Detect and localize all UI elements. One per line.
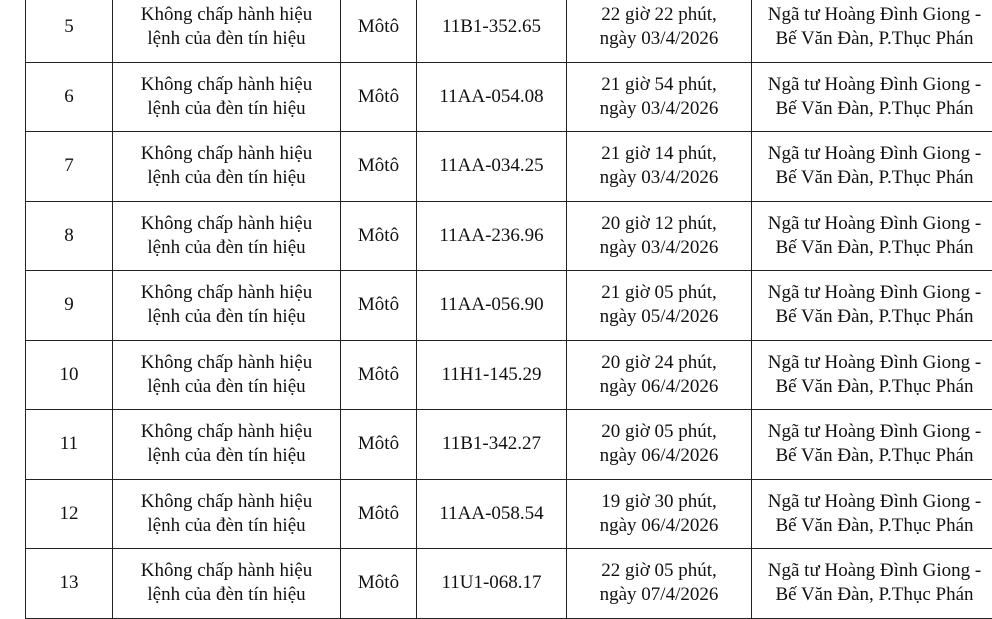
violations-table-body	[26, 0, 992, 618]
license-plate-cell	[417, 340, 567, 410]
table-row	[26, 201, 992, 271]
row-number-cell	[26, 62, 113, 132]
vehicle-type-cell	[341, 549, 417, 619]
location-line: Bế Văn Đàn, P.Thục Phán	[752, 375, 992, 399]
location-line: Ngã tư Hoàng Đình Giong -	[752, 351, 992, 375]
violation-cell	[113, 549, 341, 619]
violation-time-cell	[567, 479, 752, 549]
row-number-cell	[26, 479, 113, 549]
violation-time-line: 21 giờ 05 phút,	[567, 281, 751, 305]
location-line: Ngã tư Hoàng Đình Giong -	[752, 420, 992, 444]
violation-cell	[113, 340, 341, 410]
vehicle-type-cell	[341, 201, 417, 271]
violation-text-line: lệnh của đèn tín hiệu	[113, 375, 340, 399]
violation-text-line: Không chấp hành hiệu	[113, 351, 340, 375]
violation-text-line: Không chấp hành hiệu	[113, 420, 340, 444]
violation-date-line: ngày 06/4/2026	[567, 514, 751, 538]
violation-text-line: Không chấp hành hiệu	[113, 212, 340, 236]
violation-text-line: Không chấp hành hiệu	[113, 490, 340, 514]
license-plate: 11U1-068.17	[417, 571, 566, 595]
violation-text-line: Không chấp hành hiệu	[113, 559, 340, 583]
violation-date-line: ngày 03/4/2026	[567, 97, 751, 121]
violation-time-cell	[567, 0, 752, 62]
violation-date-line: ngày 07/4/2026	[567, 583, 751, 607]
location-line: Bế Văn Đàn, P.Thục Phán	[752, 444, 992, 468]
violation-text-line: Không chấp hành hiệu	[113, 281, 340, 305]
violation-date-line: ngày 06/4/2026	[567, 444, 751, 468]
table-row	[26, 479, 992, 549]
row-number-cell	[26, 271, 113, 341]
violation-text-line: Không chấp hành hiệu	[113, 3, 340, 27]
license-plate-cell	[417, 132, 567, 202]
violation-cell	[113, 410, 341, 480]
violation-time-line: 21 giờ 54 phút,	[567, 73, 751, 97]
license-plate-cell	[417, 479, 567, 549]
violation-text-line: lệnh của đèn tín hiệu	[113, 444, 340, 468]
location-line: Ngã tư Hoàng Đình Giong -	[752, 559, 992, 583]
vehicle-type-cell	[341, 62, 417, 132]
license-plate: 11AA-236.96	[417, 224, 566, 248]
vehicle-type: Môtô	[341, 363, 416, 387]
violation-cell	[113, 201, 341, 271]
table-row	[26, 271, 992, 341]
location-cell	[752, 62, 992, 132]
table-row	[26, 549, 992, 619]
violations-table	[25, 0, 992, 619]
location-line: Bế Văn Đàn, P.Thục Phán	[752, 166, 992, 190]
table-row	[26, 132, 992, 202]
violation-text-line: lệnh của đèn tín hiệu	[113, 166, 340, 190]
violation-date-line: ngày 03/4/2026	[567, 166, 751, 190]
violation-text-line: Không chấp hành hiệu	[113, 73, 340, 97]
row-number: 6	[26, 85, 112, 109]
license-plate: 11H1-145.29	[417, 363, 566, 387]
violation-time-line: 21 giờ 14 phút,	[567, 142, 751, 166]
location-cell	[752, 549, 992, 619]
violation-text-line: lệnh của đèn tín hiệu	[113, 236, 340, 260]
violation-cell	[113, 62, 341, 132]
license-plate: 11AA-058.54	[417, 502, 566, 526]
vehicle-type-cell	[341, 271, 417, 341]
violation-text-line: lệnh của đèn tín hiệu	[113, 514, 340, 538]
vehicle-type: Môtô	[341, 224, 416, 248]
location-line: Bế Văn Đàn, P.Thục Phán	[752, 305, 992, 329]
location-line: Bế Văn Đàn, P.Thục Phán	[752, 514, 992, 538]
license-plate-cell	[417, 410, 567, 480]
vehicle-type: Môtô	[341, 432, 416, 456]
location-line: Bế Văn Đàn, P.Thục Phán	[752, 97, 992, 121]
location-cell	[752, 479, 992, 549]
vehicle-type: Môtô	[341, 571, 416, 595]
row-number: 10	[26, 363, 112, 387]
license-plate-cell	[417, 62, 567, 132]
violation-time-line: 19 giờ 30 phút,	[567, 490, 751, 514]
location-line: Ngã tư Hoàng Đình Giong -	[752, 212, 992, 236]
row-number-cell	[26, 410, 113, 480]
violation-time-cell	[567, 340, 752, 410]
license-plate-cell	[417, 0, 567, 62]
vehicle-type-cell	[341, 0, 417, 62]
vehicle-type: Môtô	[341, 15, 416, 39]
violation-time-line: 20 giờ 12 phút,	[567, 212, 751, 236]
violation-time-line: 22 giờ 22 phút,	[567, 3, 751, 27]
vehicle-type: Môtô	[341, 502, 416, 526]
vehicle-type-cell	[341, 132, 417, 202]
vehicle-type-cell	[341, 340, 417, 410]
license-plate-cell	[417, 201, 567, 271]
location-cell	[752, 0, 992, 62]
row-number: 12	[26, 502, 112, 526]
violation-time-line: 20 giờ 05 phút,	[567, 420, 751, 444]
violation-time-cell	[567, 410, 752, 480]
location-line: Bế Văn Đàn, P.Thục Phán	[752, 583, 992, 607]
table-row	[26, 340, 992, 410]
location-cell	[752, 201, 992, 271]
vehicle-type: Môtô	[341, 154, 416, 178]
location-line: Ngã tư Hoàng Đình Giong -	[752, 142, 992, 166]
violation-text-line: lệnh của đèn tín hiệu	[113, 27, 340, 51]
violation-time-line: 22 giờ 05 phút,	[567, 559, 751, 583]
violation-text-line: lệnh của đèn tín hiệu	[113, 305, 340, 329]
row-number: 5	[26, 15, 112, 39]
license-plate: 11AA-054.08	[417, 85, 566, 109]
violation-time-cell	[567, 271, 752, 341]
location-cell	[752, 271, 992, 341]
table-row	[26, 0, 992, 62]
violation-date-line: ngày 05/4/2026	[567, 305, 751, 329]
location-line: Ngã tư Hoàng Đình Giong -	[752, 281, 992, 305]
license-plate: 11AA-034.25	[417, 154, 566, 178]
violation-cell	[113, 479, 341, 549]
violation-date-line: ngày 03/4/2026	[567, 236, 751, 260]
location-cell	[752, 340, 992, 410]
violation-cell	[113, 0, 341, 62]
location-line: Ngã tư Hoàng Đình Giong -	[752, 3, 992, 27]
license-plate: 11B1-352.65	[417, 15, 566, 39]
location-cell	[752, 132, 992, 202]
license-plate-cell	[417, 549, 567, 619]
violation-time-cell	[567, 132, 752, 202]
violation-time-line: 20 giờ 24 phút,	[567, 351, 751, 375]
row-number-cell	[26, 132, 113, 202]
row-number: 8	[26, 224, 112, 248]
license-plate: 11B1-342.27	[417, 432, 566, 456]
violation-time-cell	[567, 201, 752, 271]
row-number: 11	[26, 432, 112, 456]
violation-cell	[113, 132, 341, 202]
license-plate: 11AA-056.90	[417, 293, 566, 317]
vehicle-type-cell	[341, 410, 417, 480]
row-number: 7	[26, 154, 112, 178]
row-number-cell	[26, 549, 113, 619]
violation-text-line: lệnh của đèn tín hiệu	[113, 97, 340, 121]
location-line: Bế Văn Đàn, P.Thục Phán	[752, 236, 992, 260]
violation-time-cell	[567, 62, 752, 132]
license-plate-cell	[417, 271, 567, 341]
vehicle-type: Môtô	[341, 85, 416, 109]
row-number-cell	[26, 340, 113, 410]
location-line: Bế Văn Đàn, P.Thục Phán	[752, 27, 992, 51]
location-line: Ngã tư Hoàng Đình Giong -	[752, 73, 992, 97]
vehicle-type-cell	[341, 479, 417, 549]
violation-text-line: lệnh của đèn tín hiệu	[113, 583, 340, 607]
violation-date-line: ngày 06/4/2026	[567, 375, 751, 399]
row-number: 9	[26, 293, 112, 317]
row-number-cell	[26, 201, 113, 271]
row-number-cell	[26, 0, 113, 62]
location-cell	[752, 410, 992, 480]
table-row	[26, 62, 992, 132]
row-number: 13	[26, 571, 112, 595]
violation-time-cell	[567, 549, 752, 619]
table-row	[26, 410, 992, 480]
violation-cell	[113, 271, 341, 341]
vehicle-type: Môtô	[341, 293, 416, 317]
violation-date-line: ngày 03/4/2026	[567, 27, 751, 51]
location-line: Ngã tư Hoàng Đình Giong -	[752, 490, 992, 514]
violation-text-line: Không chấp hành hiệu	[113, 142, 340, 166]
